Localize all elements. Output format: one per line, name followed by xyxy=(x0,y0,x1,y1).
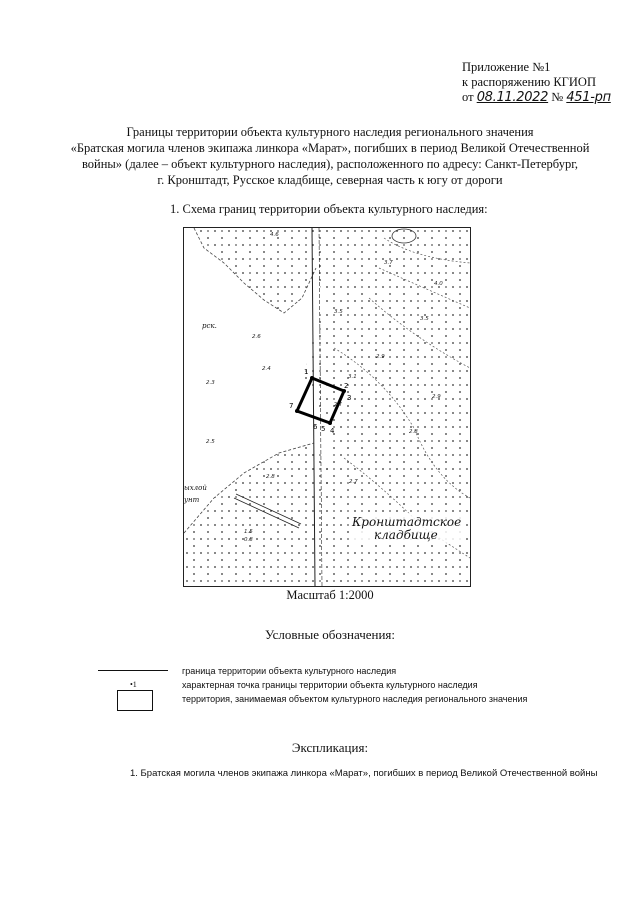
boundary-point-label: 2 xyxy=(344,382,349,390)
elevation-mark: 2.3 xyxy=(206,380,215,386)
elevation-mark: 0.8 xyxy=(244,537,253,543)
elevation-mark: 2.7 xyxy=(349,479,358,485)
boundary-point-label: 5 xyxy=(321,425,326,433)
boundary-point-label: 1 xyxy=(304,368,309,376)
appendix-line2: к распоряжению КГИОП xyxy=(462,75,596,89)
order-date: 08.11.2022 xyxy=(476,90,549,105)
elevation-mark: 3.5 xyxy=(420,316,429,322)
legend-title: Условные обозначения: xyxy=(264,627,396,642)
legend-boundary-line-symbol xyxy=(98,670,168,671)
cemetery-zone-top xyxy=(194,228,316,313)
legend-item-point: характерная точка границы территории объекта культурного наследия xyxy=(182,680,478,690)
legend-item-boundary: граница территории объекта культурного наследия xyxy=(182,666,397,676)
elevation-mark: 2.8 xyxy=(266,474,275,480)
rsk-label: рск. xyxy=(202,322,217,330)
legend-item-area: территория, занимаемая объектом культурного наследия регионального значения xyxy=(182,694,528,704)
elevation-mark: 4.0 xyxy=(434,281,443,287)
map-scale: Масштаб 1:2000 xyxy=(286,588,374,602)
boundary-map xyxy=(183,227,471,587)
elevation-mark: 2.5 xyxy=(206,439,215,445)
explication-title: Экспликация: xyxy=(291,740,369,755)
boundary-point-label: 3 xyxy=(347,394,352,402)
boundary-point-label: 7 xyxy=(289,402,294,410)
order-number: 451-рп xyxy=(566,90,611,105)
title-line: «Братская могила членов экипажа линкора «Марат», погибших в период Великой Отечественной xyxy=(70,141,590,155)
elevation-mark: 2.8 xyxy=(409,429,418,435)
legend-point-symbol: •1 xyxy=(130,680,137,689)
elevation-mark: 4.6 xyxy=(270,232,279,238)
elevation-mark: 2.9 xyxy=(432,394,441,400)
appendix-header xyxy=(462,60,611,105)
elevation-mark: 2.9 xyxy=(376,354,385,360)
cemetery-label: кладбище xyxy=(374,528,438,542)
left-label: ыхлой xyxy=(184,484,207,492)
elevation-mark: 2.4 xyxy=(262,366,271,372)
date-prefix: от xyxy=(462,90,474,104)
appendix-line1: Приложение №1 xyxy=(462,60,551,74)
elevation-mark: 3.5 xyxy=(334,309,343,315)
title-line: г. Кронштадт, Русское кладбище, северная часть к югу от дороги xyxy=(157,173,503,187)
section-heading: 1. Схема границ территории объекта культурного наследия: xyxy=(170,202,488,216)
explication-item: 1. Братская могила членов экипажа линкора «Марат», погибших в период Великой Отечественной войны xyxy=(130,768,598,779)
document-title xyxy=(40,124,620,188)
cemetery-zone-bottom xyxy=(184,443,344,586)
elevation-mark: 1.5 xyxy=(244,529,253,535)
elevation-mark: 3.1 xyxy=(348,374,357,380)
appendix-date-line xyxy=(462,90,611,105)
elevation-mark: 3.7 xyxy=(384,260,393,266)
map-drawing xyxy=(184,228,470,586)
small-label: 2.7 xyxy=(334,402,342,408)
elevation-mark: 2.6 xyxy=(252,334,261,340)
boundary-point-label: 6 xyxy=(313,423,318,431)
legend-area-symbol xyxy=(117,690,153,711)
cemetery-label: Кронштадтское xyxy=(352,515,462,529)
boundary-point-label: 4 xyxy=(330,427,335,435)
left-label: унт xyxy=(184,496,200,504)
title-line: Границы территории объекта культурного наследия регионального значения xyxy=(126,125,534,139)
number-prefix: № xyxy=(551,90,564,104)
title-line: войны» (далее – объект культурного наследия), расположенного по адресу: Санкт-Петербург, xyxy=(81,157,579,171)
